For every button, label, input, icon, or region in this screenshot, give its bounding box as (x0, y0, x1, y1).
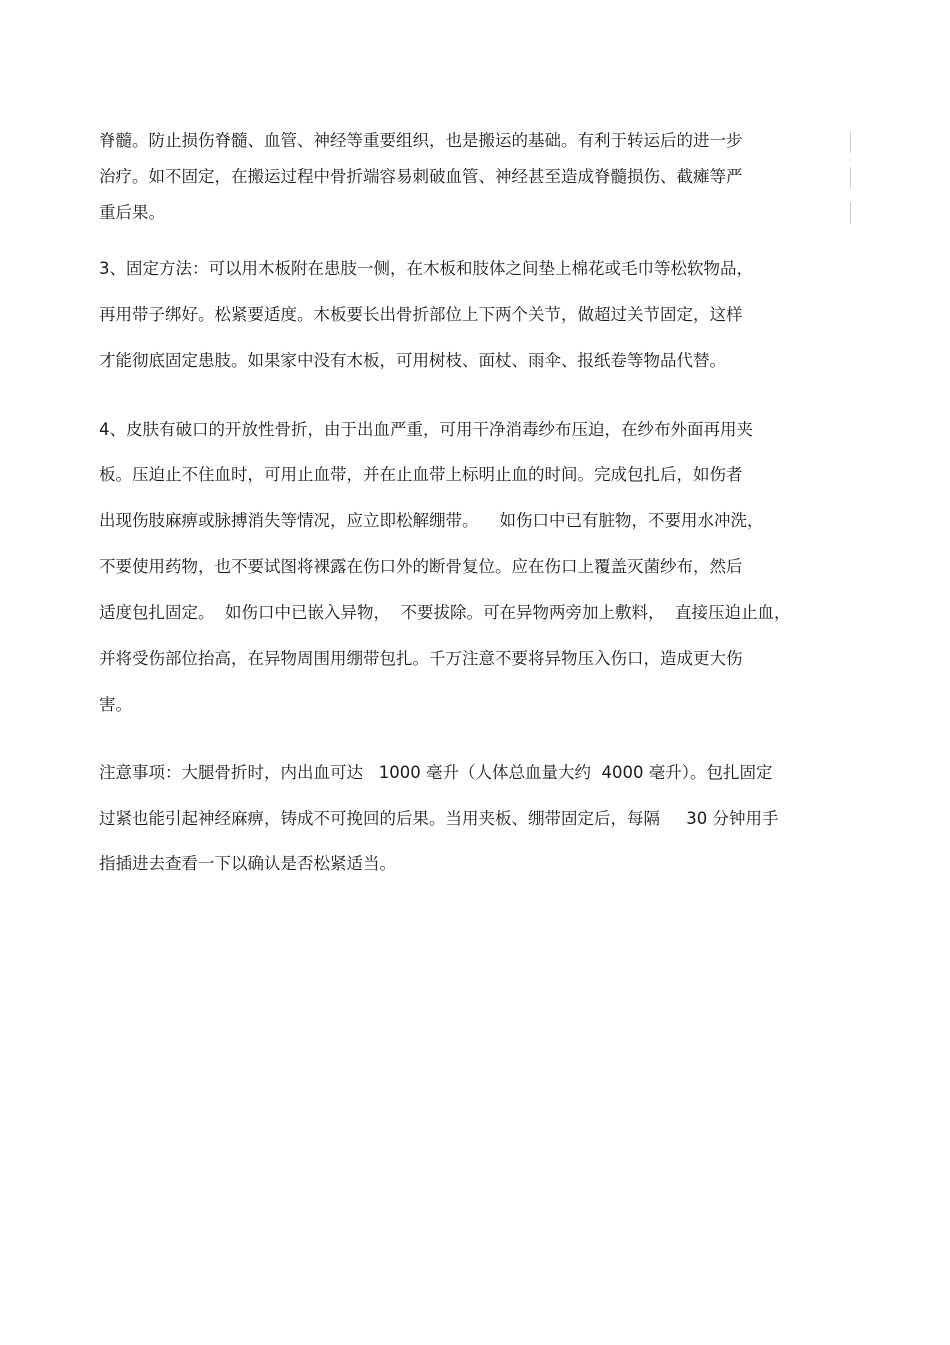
notes-line-1: 注意事项：大腿骨折时，内出血可达 1000 毫升（人体总血量大约 4000 毫升）。包扎固定 (99, 763, 773, 782)
page-edge-mark (850, 167, 851, 189)
paragraph-2-line-2: 再用带子绑好。松紧要适度。木板要长出骨折部位上下两个关节，做超过关节固定，这样 (99, 305, 743, 324)
paragraph-3-line-1: 4、皮肤有破口的开放性骨折，由于出血严重，可用干净消毒纱布压迫，在纱布外面再用夹 (99, 420, 753, 439)
paragraph-3-line-6: 并将受伤部位抬高，在异物周围用绷带包扎。千万注意不要将异物压入伤口，造成更大伤 (99, 649, 743, 668)
paragraph-3-line-2: 板。压迫止不住血时，可用止血带，并在止血带上标明止血的时间。完成包扎后，如伤者 (99, 465, 743, 484)
paragraph-2-line-3: 才能彻底固定患肢。如果家中没有木板，可用树枝、面杖、雨伞、报纸卷等物品代替。 (99, 351, 726, 370)
paragraph-3-line-4: 不要使用药物，也不要试图将裸露在伤口外的断骨复位。应在伤口上覆盖灭菌纱布，然后 (99, 557, 743, 576)
paragraph-3-line-7: 害。 (99, 695, 132, 714)
paragraph-3-line-5: 适度包扎固定。 如伤口中已嵌入异物， 不要拔除。可在异物两旁加上敷料， 直接压迫止血， (99, 603, 791, 622)
page-edge-mark (850, 202, 851, 224)
paragraph-3-line-3: 出现伤肢麻痹或脉搏消失等情况，应立即松解绷带。 如伤口中已有脏物，不要用水冲洗， (99, 511, 764, 530)
notes-line-2: 过紧也能引起神经麻痹，铸成不可挽回的后果。当用夹板、绷带固定后，每隔 30 分钟用手 (99, 809, 779, 828)
notes-line-3: 指插进去查看一下以确认是否松紧适当。 (99, 854, 396, 873)
paragraph-1-line-3: 重后果。 (99, 203, 165, 222)
page-edge-mark (850, 131, 851, 153)
paragraph-1-line-1: 脊髓。防止损伤脊髓、血管、神经等重要组织，也是搬运的基础。有利于转运后的进一步 (99, 131, 743, 150)
paragraph-1-line-2: 治疗。如不固定，在搬运过程中骨折端容易刺破血管、神经甚至造成脊髓损伤、截瘫等严 (99, 167, 743, 186)
paragraph-2-line-1: 3、固定方法：可以用木板附在患肢一侧，在木板和肢体之间垫上棉花或毛巾等松软物品， (99, 259, 753, 278)
